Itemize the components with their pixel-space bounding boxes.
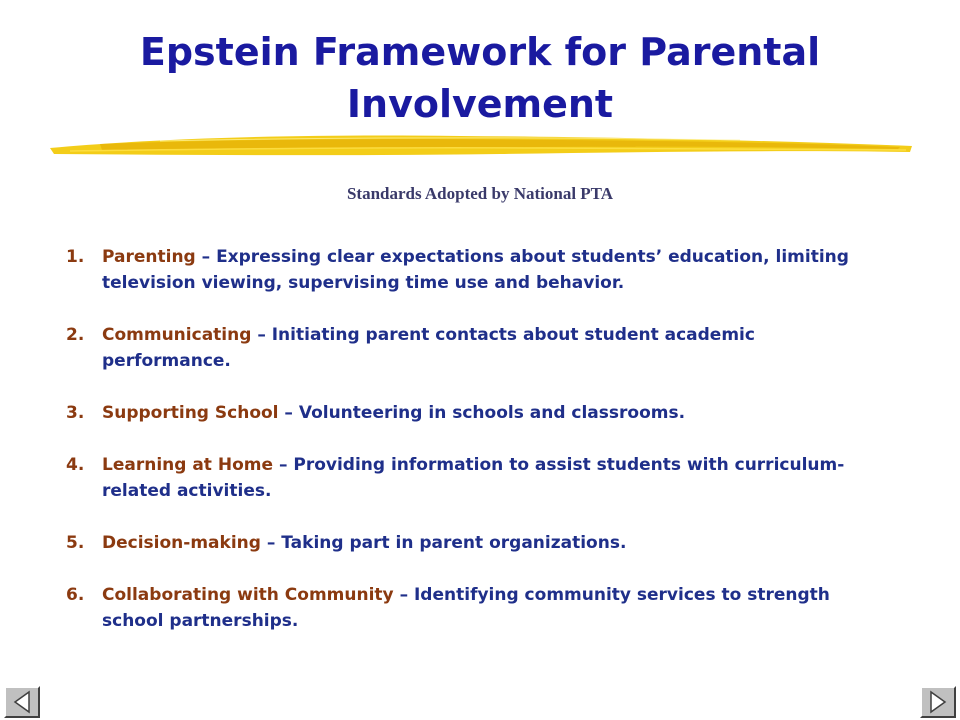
list-item <box>66 452 866 504</box>
item-separator: – <box>257 325 266 345</box>
item-term: Learning at Home <box>102 455 274 475</box>
item-separator: – <box>284 403 293 423</box>
slide-subtitle: Standards Adopted by National PTA <box>346 184 614 203</box>
item-term: Parenting <box>102 247 196 267</box>
list-item <box>66 400 866 426</box>
slide-title: Epstein Framework for Parental Involvement <box>139 30 821 126</box>
item-description: Taking part in parent organizations. <box>281 533 627 553</box>
item-description: Providing information to assist students with curriculum-related activities. <box>102 455 845 501</box>
item-description: Expressing clear expectations about students’ education, limiting television viewing, supervising time use and behavior. <box>102 247 849 293</box>
previous-slide-button[interactable] <box>4 686 40 718</box>
item-term: Supporting School <box>102 403 279 423</box>
item-number: 5. <box>66 533 85 553</box>
item-number: 4. <box>66 455 85 475</box>
list-item <box>66 530 866 556</box>
item-description: Initiating parent contacts about student academic performance. <box>102 325 755 371</box>
item-number: 3. <box>66 403 85 423</box>
item-number: 6. <box>66 585 85 605</box>
item-number: 2. <box>66 325 85 345</box>
brush-stroke-divider <box>40 128 920 162</box>
item-description: Volunteering in schools and classrooms. <box>298 403 686 423</box>
item-description: Identifying community services to strength school partnerships. <box>102 585 830 631</box>
item-term: Communicating <box>102 325 252 345</box>
item-term: Decision-making <box>102 533 261 553</box>
list-item <box>66 322 866 374</box>
item-separator: – <box>201 247 211 267</box>
item-number: 1. <box>66 247 85 267</box>
list-item <box>66 244 866 296</box>
triangle-left-icon <box>6 688 38 716</box>
next-slide-button[interactable] <box>920 686 956 718</box>
list-item <box>66 582 866 634</box>
item-separator: – <box>278 455 288 475</box>
item-separator: – <box>399 585 409 605</box>
framework-list <box>66 244 866 660</box>
item-term: Collaborating with Community <box>102 585 394 605</box>
triangle-right-icon <box>922 688 954 716</box>
item-separator: – <box>266 533 276 553</box>
